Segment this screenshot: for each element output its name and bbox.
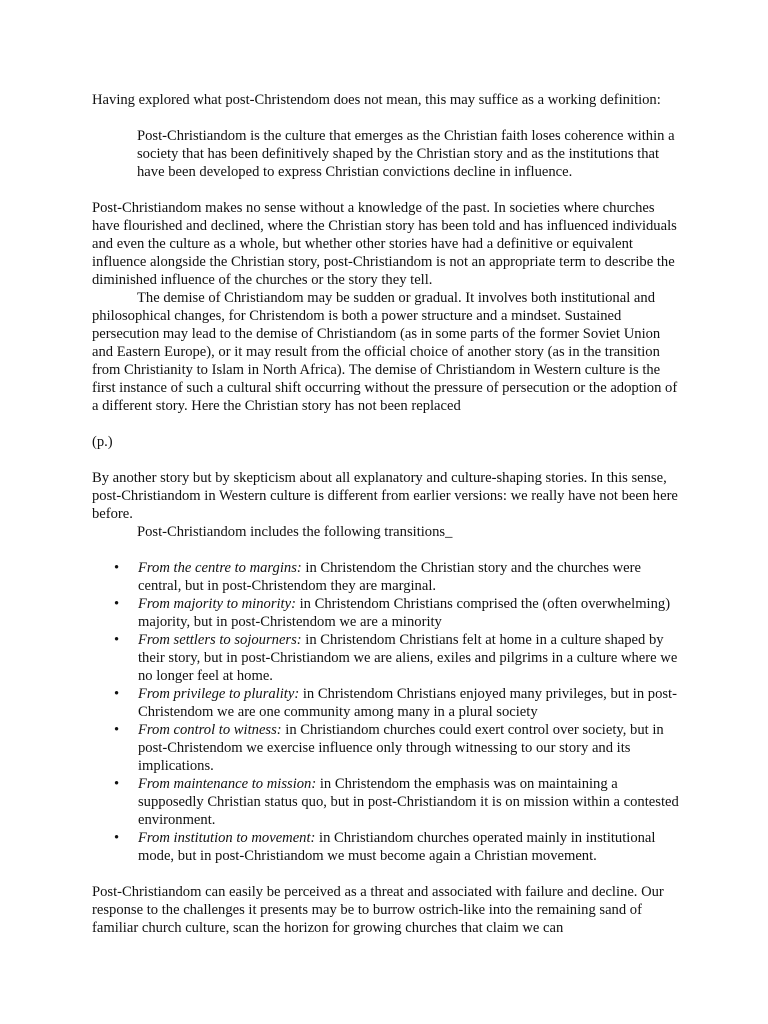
list-item	[92, 559, 682, 595]
intro-paragraph: Having explored what post-Christendom does not mean, this may suffice as a working definition:	[92, 92, 661, 108]
transition-text: in Christendom Christians comprised the (often overwhelming) majority, but in post-Christendom we are a minority	[138, 596, 671, 630]
transition-text: in Christiandom churches could exert control over society, but in post-Christendom we exercise influence only through witnessing to our story and its implications.	[138, 722, 664, 774]
bullet-icon: •	[114, 722, 120, 738]
spacer	[92, 109, 682, 127]
paragraph-past: Post-Christiandom makes no sense without a knowledge of the past. In societies where churches have flourished and declined, where the Christian story has been told and has influenced individuals and even the culture as a whole, but whether other stories have had a definitive or equivalent influence alongside the Christian story, post-Christiandom is not an appropriate term to describe the diminished influence of the churches or the story they tell.	[92, 200, 677, 288]
transition-term: From majority to minority:	[138, 596, 296, 612]
definition-quote: Post-Christiandom is the culture that emerges as the Christian faith loses coherence within a society that has been definitively shaped by the Christian story and as the institutions that have been developed to express Christian convictions decline in influence.	[137, 128, 675, 180]
transition-text: in Christendom Christians enjoyed many privileges, but in post-Christendom we are one community among many in a plural society	[138, 686, 677, 720]
transitions-intro: Post-Christiandom includes the following transitions_	[137, 524, 453, 540]
transition-text: in Christendom the emphasis was on maintaining a supposedly Christian status quo, but in post-Christiandom it is on mission within a contested environment.	[138, 776, 679, 828]
bullet-icon: •	[114, 830, 120, 846]
bullet-icon: •	[114, 776, 120, 792]
list-item	[92, 721, 682, 775]
page-marker: (p.)	[92, 434, 113, 450]
transition-term: From maintenance to mission:	[138, 776, 317, 792]
transition-term: From institution to movement:	[138, 830, 316, 846]
spacer	[92, 451, 682, 469]
transition-text: in Christiandom churches operated mainly in institutional mode, but in post-Christiandom we must become again a Christian movement.	[138, 830, 656, 864]
bullet-icon: •	[114, 686, 120, 702]
transition-term: From settlers to sojourners:	[138, 632, 302, 648]
bullet-icon: •	[114, 596, 120, 612]
spacer	[92, 865, 682, 883]
transition-term: From control to witness:	[138, 722, 282, 738]
bullet-icon: •	[114, 632, 120, 648]
transition-term: From the centre to margins:	[138, 560, 302, 576]
transition-text: in Christendom Christians felt at home in a culture shaped by their story, but in post-Christiandom we are aliens, exiles and pilgrims in a culture where we no longer feel at home.	[138, 632, 678, 684]
bullet-icon: •	[114, 560, 120, 576]
paragraph-skepticism: By another story but by skepticism about all explanatory and culture-shaping stories. In this sense, post-Christiandom in Western culture is different from earlier versions: we really have not been here before.	[92, 470, 678, 522]
paragraph-demise: The demise of Christiandom may be sudden or gradual. It involves both institutional and philosophical changes, for Christendom is both a power structure and a mindset. Sustained persecution may lead to the demise of Christiandom (as in some parts of the former Soviet Union and Eastern Europe), or it may result from the official choice of another story (as in the transition from Christianity to Islam in North Africa). The demise of Christiandom in Western culture is the first instance of such a cultural shift occurring without the pressure of persecution or the adoption of a different story. Here the Christian story has not been replaced	[92, 290, 678, 414]
spacer	[92, 541, 682, 559]
list-item	[92, 595, 682, 631]
list-item	[92, 829, 682, 865]
transitions-list	[92, 559, 682, 865]
list-item	[92, 631, 682, 685]
transition-text: in Christendom the Christian story and the churches were central, but in post-Christendom they are marginal.	[138, 560, 641, 594]
document-page	[92, 91, 682, 937]
transition-term: From privilege to plurality:	[138, 686, 300, 702]
list-item	[92, 775, 682, 829]
spacer	[92, 415, 682, 433]
spacer	[92, 181, 682, 199]
paragraph-threat: Post-Christiandom can easily be perceived as a threat and associated with failure and decline. Our response to the challenges it presents may be to burrow ostrich-like into the remaining sand of familiar church culture, scan the horizon for growing churches that claim we can	[92, 884, 664, 936]
list-item	[92, 685, 682, 721]
